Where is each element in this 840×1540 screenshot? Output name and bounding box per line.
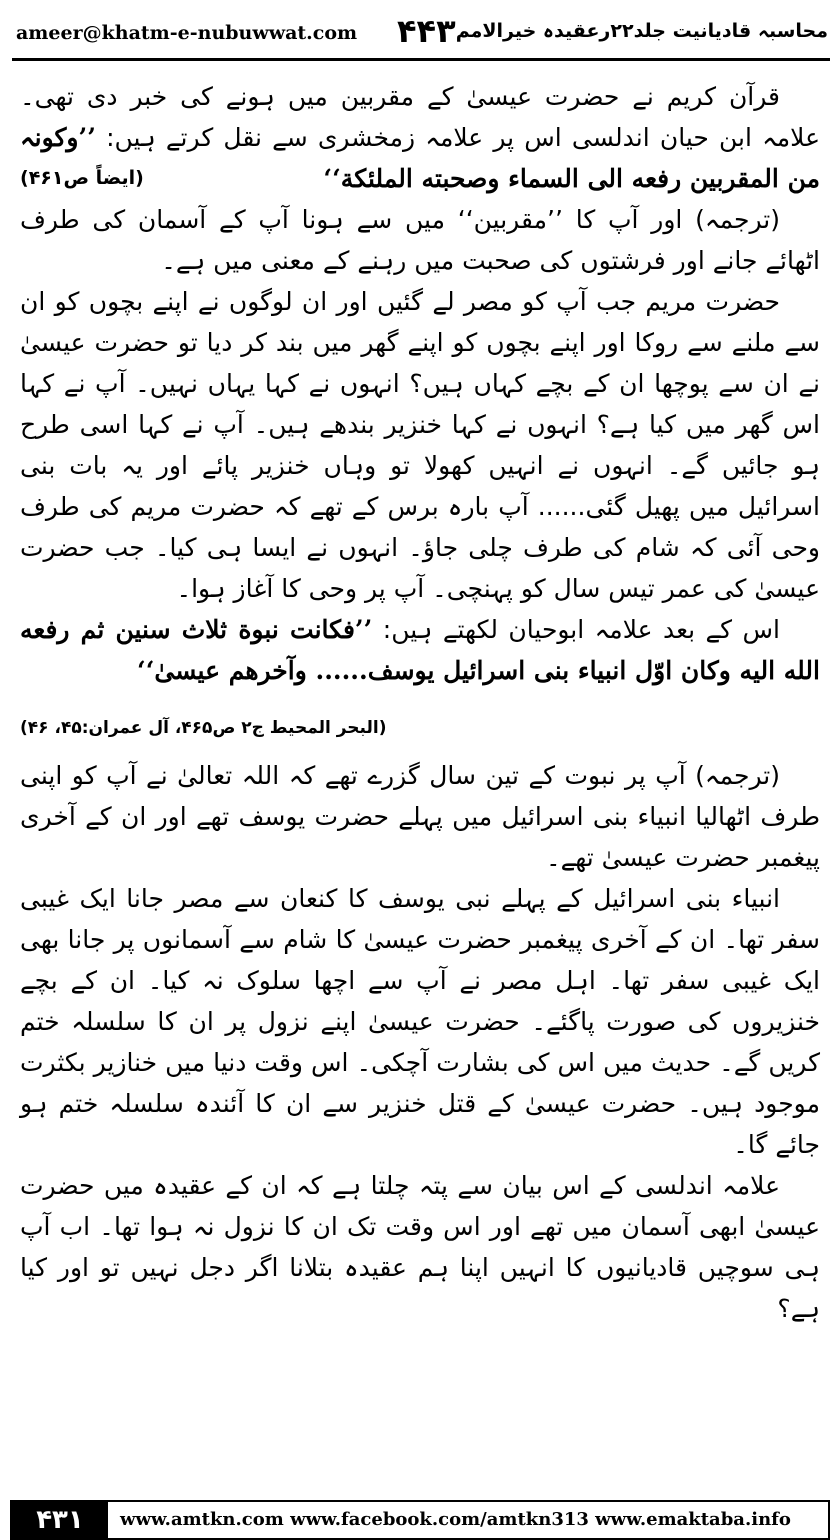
book-title: محاسبہ قادیانیت جلد۲۲رعقیدہ خیرالامم <box>455 20 828 42</box>
arabic-quote-1: ’’وکونہ من المقربین رفعه الی السماء وصحبته الملئکة‘‘ <box>20 123 820 193</box>
reference-2: (البحر المحیط ج۲ ص۴۶۵، آل عمران:۴۵، ۴۶) <box>20 718 387 738</box>
website-links: www.amtkn.com www.facebook.com/amtkn313 www.emaktaba.info <box>120 1509 791 1530</box>
paragraph-4-text: اس کے بعد علامہ ابوحیان لکھتے ہیں: <box>382 615 780 644</box>
reference-1: (ایضاً ص۴۶۱) <box>20 167 144 189</box>
page-content <box>20 76 820 1329</box>
paragraph-5: (ترجمہ) آپ پر نبوت کے تین سال گزرے تھے کہ اللہ تعالیٰ نے آپ کو اپنی طرف اٹھالیا انبیاء بنی اسرائیل میں پہلے حضرت یوسف تھے اور ان کے آخری پیغمبر حضرت عیسیٰ تھے۔ <box>20 761 820 872</box>
page-number-top: ۴۴۳ <box>397 12 456 50</box>
paragraph-7: علامہ اندلسی کے اس بیان سے پتہ چلتا ہے کہ ان کے عقیدہ میں حضرت عیسیٰ ابھی آسمان میں تھے اور اس وقت تک ان کا نزول نہ ہوا تھا۔ اب آپ ہی سوچیں قادیانیوں کا انہیں اپنا ہم عقیدہ بتلانا اگر دجل نہیں تو اور کیا ہے؟ <box>20 1171 820 1323</box>
paragraph-2: (ترجمہ) اور آپ کا ’’مقربین‘‘ میں سے ہونا آپ کے آسمان کی طرف اٹھائے جانے اور فرشتوں کی صحبت میں رہنے کے معنی میں ہے۔ <box>20 205 820 275</box>
arabic-quote-2: ’’فکانت نبوة ثلاث سنین ثم رفعه الله الیه وکان اوّل انبیاء بنی اسرائیل یوسف...... وآخرهم عیسیٰ‘‘ <box>20 615 820 685</box>
paragraph-4 <box>20 609 820 691</box>
paragraph-1-text: قرآن کریم نے حضرت عیسیٰ کے مقربین میں ہونے کی خبر دی تھی۔ علامہ ابن حیان اندلسی اس پر علامہ زمخشری سے نقل کرتے ہیں: <box>20 82 821 152</box>
paragraph-1 <box>20 76 820 199</box>
page-header <box>12 12 830 61</box>
page-footer <box>10 1500 830 1540</box>
paragraph-3: حضرت مریم جب آپ کو مصر لے گئیں اور ان لوگوں نے اپنے بچوں کو ان سے ملنے سے روکا اور اپنے بچوں کو اپنے گھر میں بند کر دیا تو حضرت عیسیٰ نے ان سے پوچھا ان کے بچے کہاں ہیں؟ انہوں نے کہا یہاں نہیں۔ آپ نے کہا اس گھر میں کیا ہے؟ انہوں نے کہا خنزیر بندھے ہیں۔ آپ نے کہا اسی طرح ہو جائیں گے۔ انہوں نے انہیں کھولا تو وہاں خنزیر پائے اور یہ بات بنی اسرائیل میں پھیل گئی...... آپ بارہ برس کے تھے کہ حضرت مریم کی طرف وحی آئی کہ شام کی طرف چلی جاؤ۔ انہوں نے ایسا ہی کیا۔ جب حضرت عیسیٰ کی عمر تیس سال کو پہنچی۔ آپ پر وحی کا آغاز ہوا۔ <box>20 287 820 603</box>
page-number-bottom: ۴۳۱ <box>12 1502 108 1538</box>
paragraph-6: انبیاء بنی اسرائیل کے پہلے نبی یوسف کا کنعان سے مصر جانا ایک غیبی سفر تھا۔ ان کے آخری پیغمبر حضرت عیسیٰ کا شام سے آسمانوں پر جانا بھی ایک غیبی سفر تھا۔ اہل مصر نے آپ سے اچھا سلوک نہ کیا۔ ان کے بچے خنزیروں کی صورت پاگئے۔ حضرت عیسیٰ اپنے نزول پر ان کا سلسلہ ختم کریں گے۔ حدیث میں اس کی بشارت آچکی۔ اس وقت دنیا میں خنازیر بکثرت موجود ہیں۔ حضرت عیسیٰ کے قتل خنزیر سے ان کا آئندہ سلسلہ ختم ہو جائے گا۔ <box>20 884 820 1159</box>
email-address: ameer@khatm-e-nubuwwat.com <box>16 22 358 44</box>
